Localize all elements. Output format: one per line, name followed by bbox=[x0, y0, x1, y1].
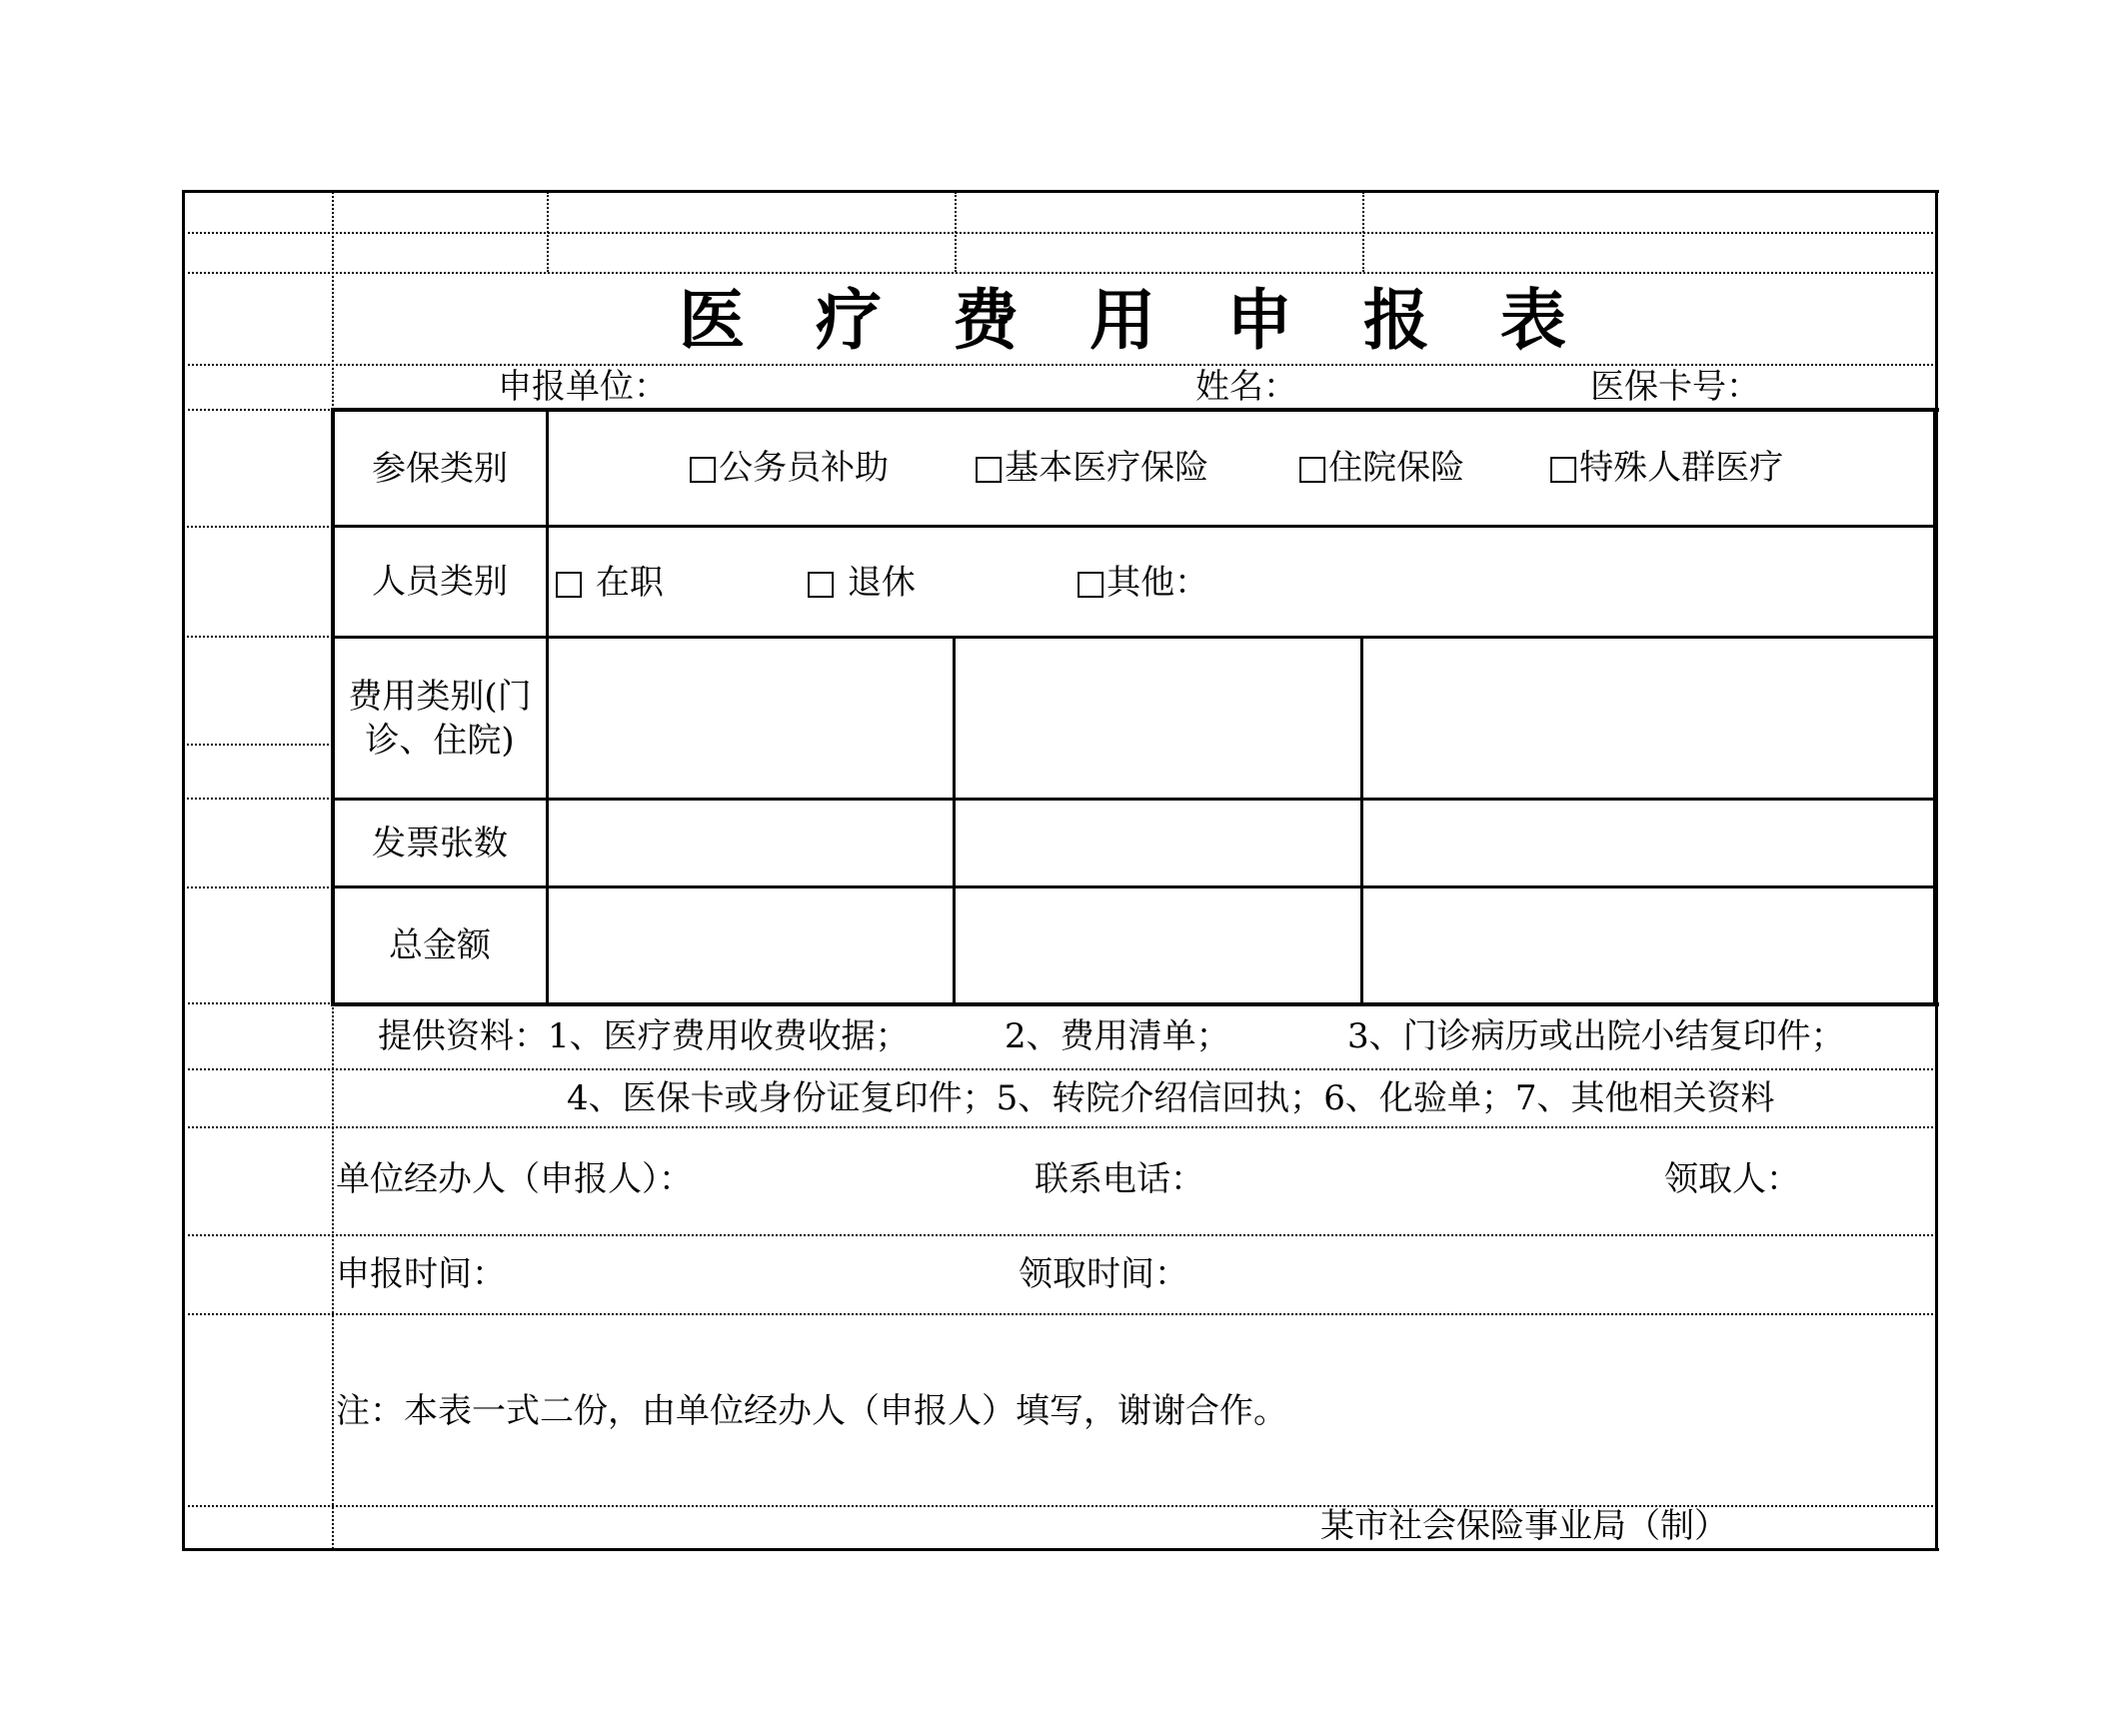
materials-line-1c: 3、门诊病历或出院小结复印件； bbox=[1347, 1016, 1845, 1056]
table-border-right bbox=[1933, 408, 1937, 1006]
receiver-label: 领取人： bbox=[1664, 1159, 1800, 1199]
table-rule bbox=[953, 637, 956, 1005]
materials-line-2: 4、医保卡或身份证复印件；5、转院介绍信回执；6、化验单；7、其他相关资料 bbox=[567, 1078, 1775, 1118]
gridline bbox=[183, 526, 333, 528]
gridline bbox=[183, 1313, 1937, 1315]
invoice-count-label: 发票张数 bbox=[372, 823, 508, 864]
materials-line-1: 提供资料：1、医疗费用收费收据； bbox=[378, 1016, 910, 1056]
declare-time-label: 申报时间： bbox=[336, 1254, 506, 1294]
frame-top bbox=[182, 190, 1939, 193]
frame-bottom bbox=[182, 1548, 1939, 1551]
note-text: 注：本表一式二份，由单位经办人（申报人）填写，谢谢合作。 bbox=[336, 1391, 1287, 1431]
option-basic-medical[interactable]: □基本医疗保险 bbox=[973, 448, 1209, 488]
page-title: 医 疗 费 用 申 报 表 bbox=[679, 281, 1590, 359]
gridline bbox=[183, 272, 1937, 274]
total-amount-label: 总金额 bbox=[389, 925, 491, 965]
gridline bbox=[955, 192, 957, 272]
gridline bbox=[547, 192, 549, 272]
table-rule bbox=[332, 636, 1937, 639]
phone-label: 联系电话： bbox=[1035, 1159, 1204, 1199]
gridline bbox=[183, 1068, 1937, 1070]
gridline bbox=[1362, 192, 1364, 272]
gridline bbox=[183, 1234, 1937, 1236]
table-rule bbox=[546, 408, 549, 1005]
table-border-top bbox=[332, 408, 1939, 412]
gridline bbox=[183, 1126, 1937, 1128]
gridline bbox=[183, 232, 1937, 234]
person-type-label: 人员类别 bbox=[372, 562, 508, 602]
frame-left bbox=[182, 190, 185, 1551]
option-special-groups[interactable]: □特殊人群医疗 bbox=[1547, 448, 1784, 488]
insurance-type-label: 参保类别 bbox=[372, 448, 508, 489]
option-other[interactable]: □其他： bbox=[1074, 563, 1209, 603]
table-border-bottom bbox=[332, 1002, 1939, 1006]
table-rule bbox=[1360, 637, 1363, 1005]
gridline bbox=[183, 744, 333, 746]
card-label: 医保卡号： bbox=[1590, 367, 1760, 407]
gridline bbox=[183, 364, 1937, 366]
expense-type-label: 费用类别(门诊、住院) bbox=[348, 676, 532, 761]
option-retired[interactable]: □ 退休 bbox=[805, 563, 916, 603]
table-rule bbox=[332, 885, 1937, 888]
gridline bbox=[183, 636, 333, 638]
table-rule bbox=[332, 525, 1937, 528]
receive-time-label: 领取时间： bbox=[1019, 1254, 1188, 1294]
option-hospital-insurance[interactable]: □住院保险 bbox=[1296, 448, 1465, 488]
gridline bbox=[183, 798, 333, 800]
name-label: 姓名： bbox=[1195, 367, 1297, 407]
table-rule bbox=[332, 798, 1937, 801]
unit-label: 申报单位： bbox=[498, 367, 668, 407]
materials-line-1b: 2、费用清单； bbox=[1005, 1016, 1230, 1056]
gridline bbox=[183, 886, 333, 888]
footer-issuer: 某市社会保险事业局（制） bbox=[1320, 1506, 1728, 1546]
option-employed[interactable]: □ 在职 bbox=[553, 563, 664, 603]
handler-label: 单位经办人（申报人）： bbox=[336, 1159, 693, 1199]
option-civil-servant[interactable]: □公务员补助 bbox=[687, 448, 890, 488]
